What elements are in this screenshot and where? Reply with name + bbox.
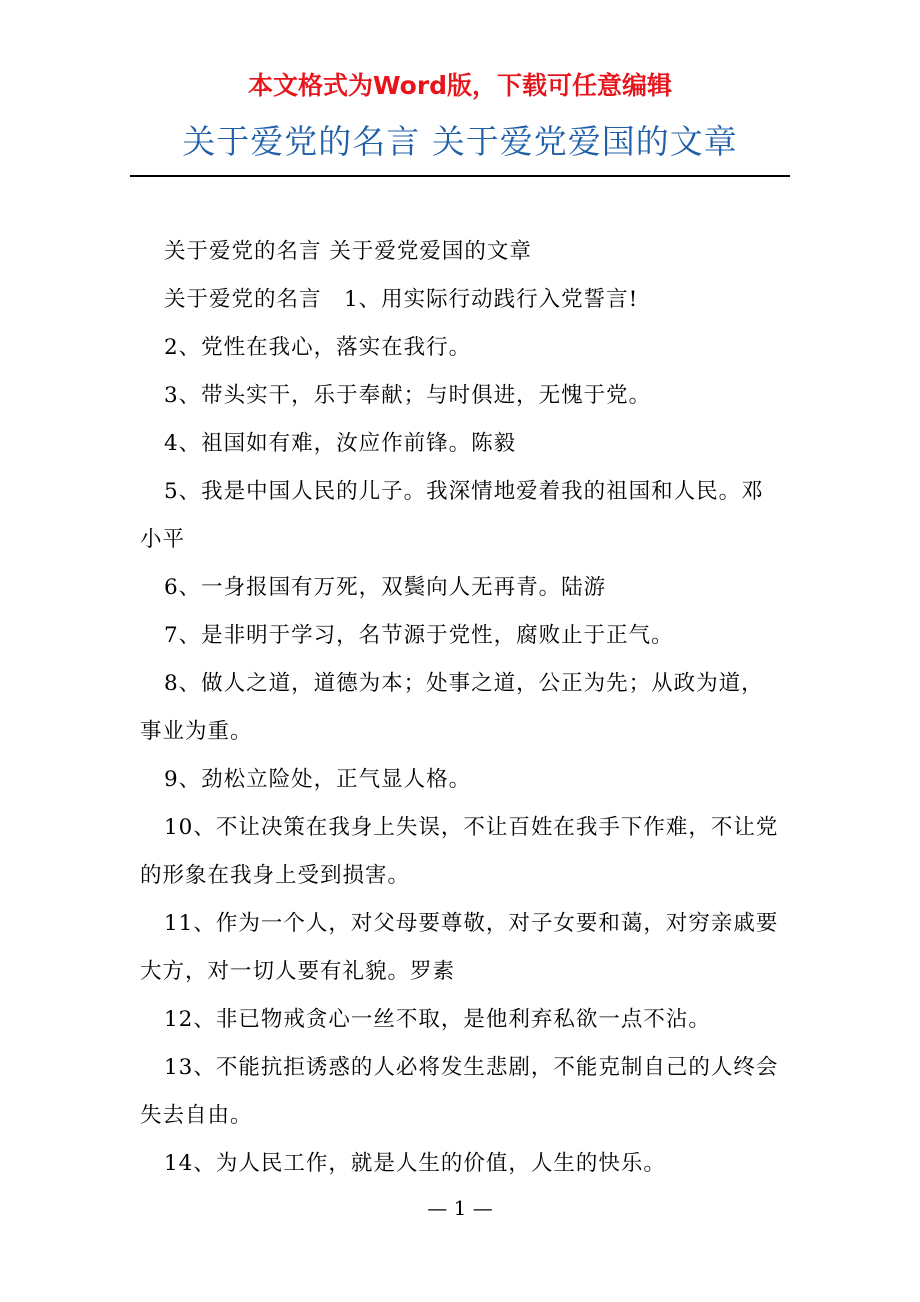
- document-title: 关于爱党的名言 关于爱党爱国的文章: [182, 122, 738, 161]
- download-banner: 本文格式为Word版，下载可任意编辑: [247, 71, 673, 100]
- quote-item: 11、作为一个人，对父母要尊敬，对子女要和蔼，对穷亲戚要大方，对一切人要有礼貌。罗素: [140, 911, 779, 984]
- quote-item: 8、做人之道，道德为本；处事之道，公正为先；从政为道，事业为重。: [140, 671, 764, 744]
- quote-item: 10、不让决策在我身上失误，不让百姓在我手下作难，不让党的形象在我身上受到损害。: [140, 815, 779, 888]
- quote-item: 14、为人民工作，就是人生的价值，人生的快乐。: [164, 1151, 666, 1176]
- body-paragraph: 关于爱党的名言 1、用实际行动践行入党誓言!: [164, 287, 639, 312]
- quote-item: 3、带头实干，乐于奉献；与时俱进，无愧于党。: [164, 383, 652, 408]
- quote-item: 9、劲松立险处，正气显人格。: [164, 767, 472, 792]
- document-body: [140, 228, 785, 1188]
- quote-item: 6、一身报国有万死，双鬓向人无再青。陆游: [164, 575, 607, 600]
- quote-item: 2、党性在我心，落实在我行。: [164, 335, 472, 360]
- body-paragraph: 关于爱党的名言 关于爱党爱国的文章: [164, 239, 532, 264]
- page-number: — 1 —: [427, 1196, 493, 1220]
- title-divider: [130, 175, 790, 177]
- quote-item: 12、非已物戒贪心一丝不取，是他利弃私欲一点不沾。: [164, 1007, 711, 1032]
- quote-item: 13、不能抗拒诱惑的人必将发生悲剧，不能克制自己的人终会失去自由。: [140, 1055, 779, 1128]
- quote-item: 7、是非明于学习，名节源于党性，腐败止于正气。: [164, 623, 674, 648]
- quote-item: 5、我是中国人民的儿子。我深情地爱着我的祖国和人民。邓小平: [140, 479, 764, 552]
- quote-item: 4、祖国如有难，汝应作前锋。陈毅: [164, 431, 517, 456]
